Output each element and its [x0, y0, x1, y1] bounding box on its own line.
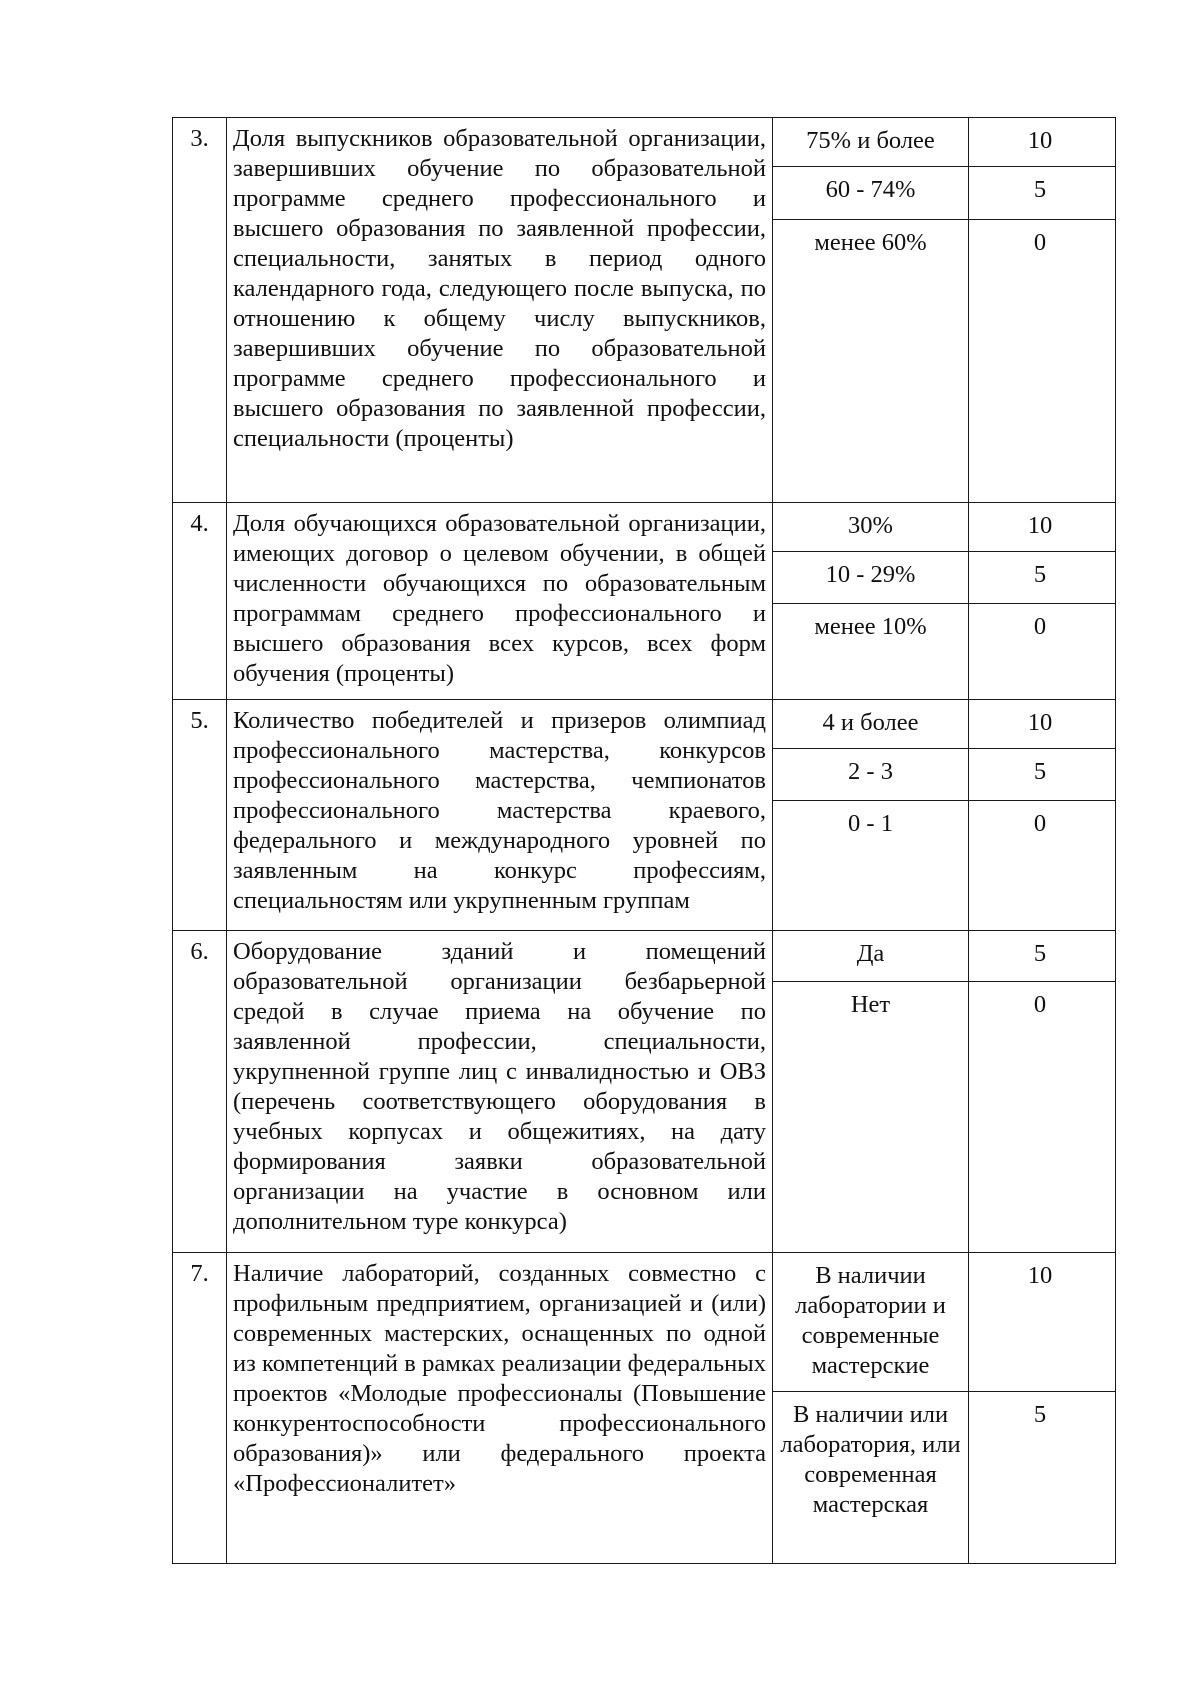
criterion-value: менее 60%	[773, 220, 969, 503]
criterion-points: 0	[969, 220, 1116, 503]
table-row	[173, 1253, 1116, 1392]
criterion-value: 10 - 29%	[773, 552, 969, 604]
criterion-points: 5	[969, 552, 1116, 604]
criterion-value: 30%	[773, 503, 969, 552]
criterion-points: 5	[969, 931, 1116, 982]
criteria-table	[172, 117, 1116, 1564]
criterion-value: 60 - 74%	[773, 167, 969, 220]
criterion-points: 5	[969, 167, 1116, 220]
criterion-value: В наличии лаборатории и современные мастерские	[773, 1253, 969, 1392]
criterion-value: 2 - 3	[773, 749, 969, 801]
criterion-value: Нет	[773, 982, 969, 1253]
row-number: 7.	[173, 1253, 227, 1564]
criterion-points: 0	[969, 604, 1116, 700]
criterion-points: 10	[969, 118, 1116, 167]
criterion-description: Доля обучающихся образовательной организации, имеющих договор о целевом обучении, в общей численности обучающихся по образовательным программам среднего профессионального и высшего образования всех курсов, всех форм обучения (проценты)	[227, 503, 773, 700]
criterion-description: Наличие лабораторий, созданных совместно с профильным предприятием, организацией и (или) современных мастерских, оснащенных по одной из компетенций в рамках реализации федеральных проектов «Молодые профессионалы (Повышение конкурентоспособности профессионального образования)» или федерального проекта «Профессионалитет»	[227, 1253, 773, 1564]
criterion-points: 10	[969, 1253, 1116, 1392]
row-number: 4.	[173, 503, 227, 700]
criterion-value: В наличии или лаборатория, или современная мастерская	[773, 1392, 969, 1564]
criterion-description: Количество победителей и призеров олимпиад профессионального мастерства, конкурсов профессионального мастерства, чемпионатов профессионального мастерства краевого, федерального и международного уровней по заявленным на конкурс профессиям, специальностям или укрупненным группам	[227, 700, 773, 931]
row-number: 6.	[173, 931, 227, 1253]
criterion-points: 10	[969, 503, 1116, 552]
criterion-value: 4 и более	[773, 700, 969, 749]
table-row	[173, 931, 1116, 982]
criterion-value: 0 - 1	[773, 801, 969, 931]
criterion-points: 10	[969, 700, 1116, 749]
row-number: 3.	[173, 118, 227, 503]
criterion-description: Доля выпускников образовательной организации, завершивших обучение по образовательной программе среднего профессионального и высшего образования по заявленной профессии, специальности, занятых в период одного календарного года, следующего после выпуска, по отношению к общему числу выпускников, завершивших обучение по образовательной программе среднего профессионального и высшего образования по заявленной профессии, специальности (проценты)	[227, 118, 773, 503]
criterion-points: 0	[969, 801, 1116, 931]
criterion-points: 5	[969, 1392, 1116, 1564]
criterion-value: Да	[773, 931, 969, 982]
table-row	[173, 118, 1116, 167]
criterion-value: менее 10%	[773, 604, 969, 700]
criterion-points: 0	[969, 982, 1116, 1253]
table-row	[173, 503, 1116, 552]
criterion-description: Оборудование зданий и помещений образовательной организации безбарьерной средой в случае приема на обучение по заявленной профессии, специальности, укрупненной группе лиц с инвалидностью и ОВЗ (перечень соответствующего оборудования в учебных корпусах и общежитиях, на дату формирования заявки образовательной организации на участие в основном или дополнительном туре конкурса)	[227, 931, 773, 1253]
criterion-value: 75% и более	[773, 118, 969, 167]
table-row	[173, 700, 1116, 749]
row-number: 5.	[173, 700, 227, 931]
criterion-points: 5	[969, 749, 1116, 801]
